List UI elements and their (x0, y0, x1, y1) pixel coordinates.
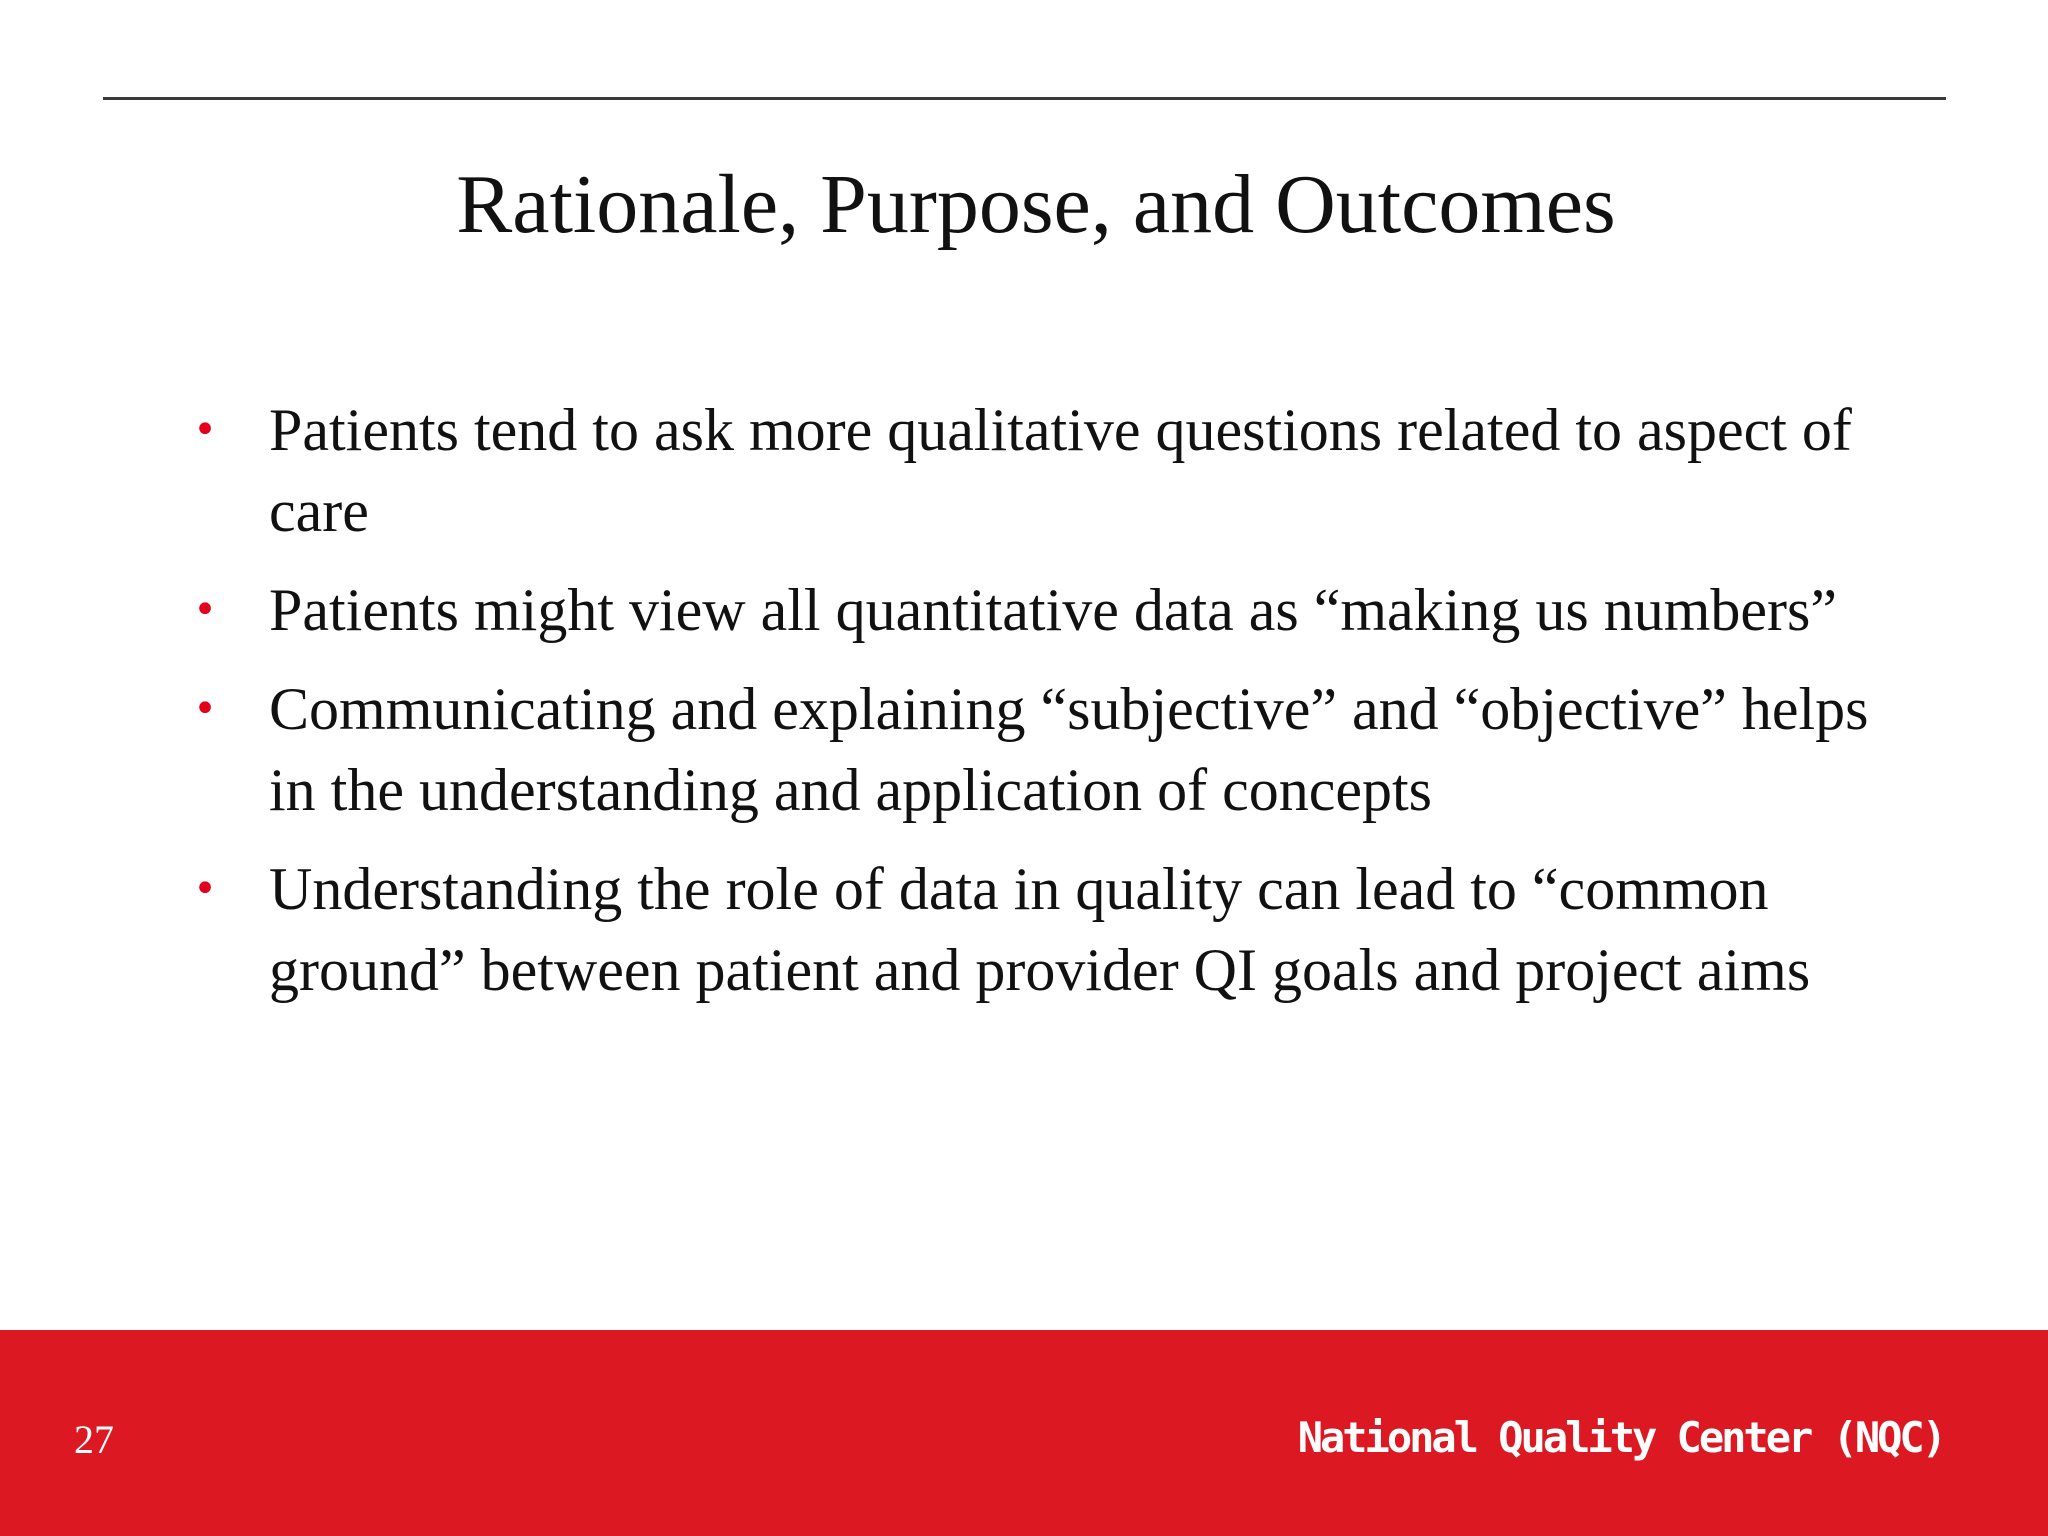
bullet-icon: • (193, 587, 217, 633)
bullet-item-4 (190, 849, 1910, 1011)
bullet-item-1 (190, 390, 1910, 552)
bullet-list (190, 390, 1910, 1029)
top-divider (103, 97, 1946, 100)
bullet-text: Understanding the role of data in quality can lead to “common ground” between patient and provider QI goals and project aims (269, 856, 1811, 1003)
bullet-item-2 (190, 570, 1910, 651)
bullet-text: Communicating and explaining “subjective” and “objective” helps in the understanding and application of concepts (269, 676, 1869, 823)
bullet-text: Patients might view all quantitative data as “making us numbers” (269, 577, 1837, 643)
bullet-icon: • (193, 407, 217, 453)
bullet-icon: • (193, 686, 217, 732)
bullet-item-3 (190, 669, 1910, 831)
organization-name: National Quality Center (NQC) (1297, 1413, 1944, 1462)
page-number: 27 (74, 1417, 114, 1462)
bullet-text: Patients tend to ask more qualitative questions related to aspect of care (269, 397, 1852, 544)
bullet-icon: • (193, 866, 217, 912)
slide-title: Rationale, Purpose, and Outcomes (456, 158, 1616, 251)
